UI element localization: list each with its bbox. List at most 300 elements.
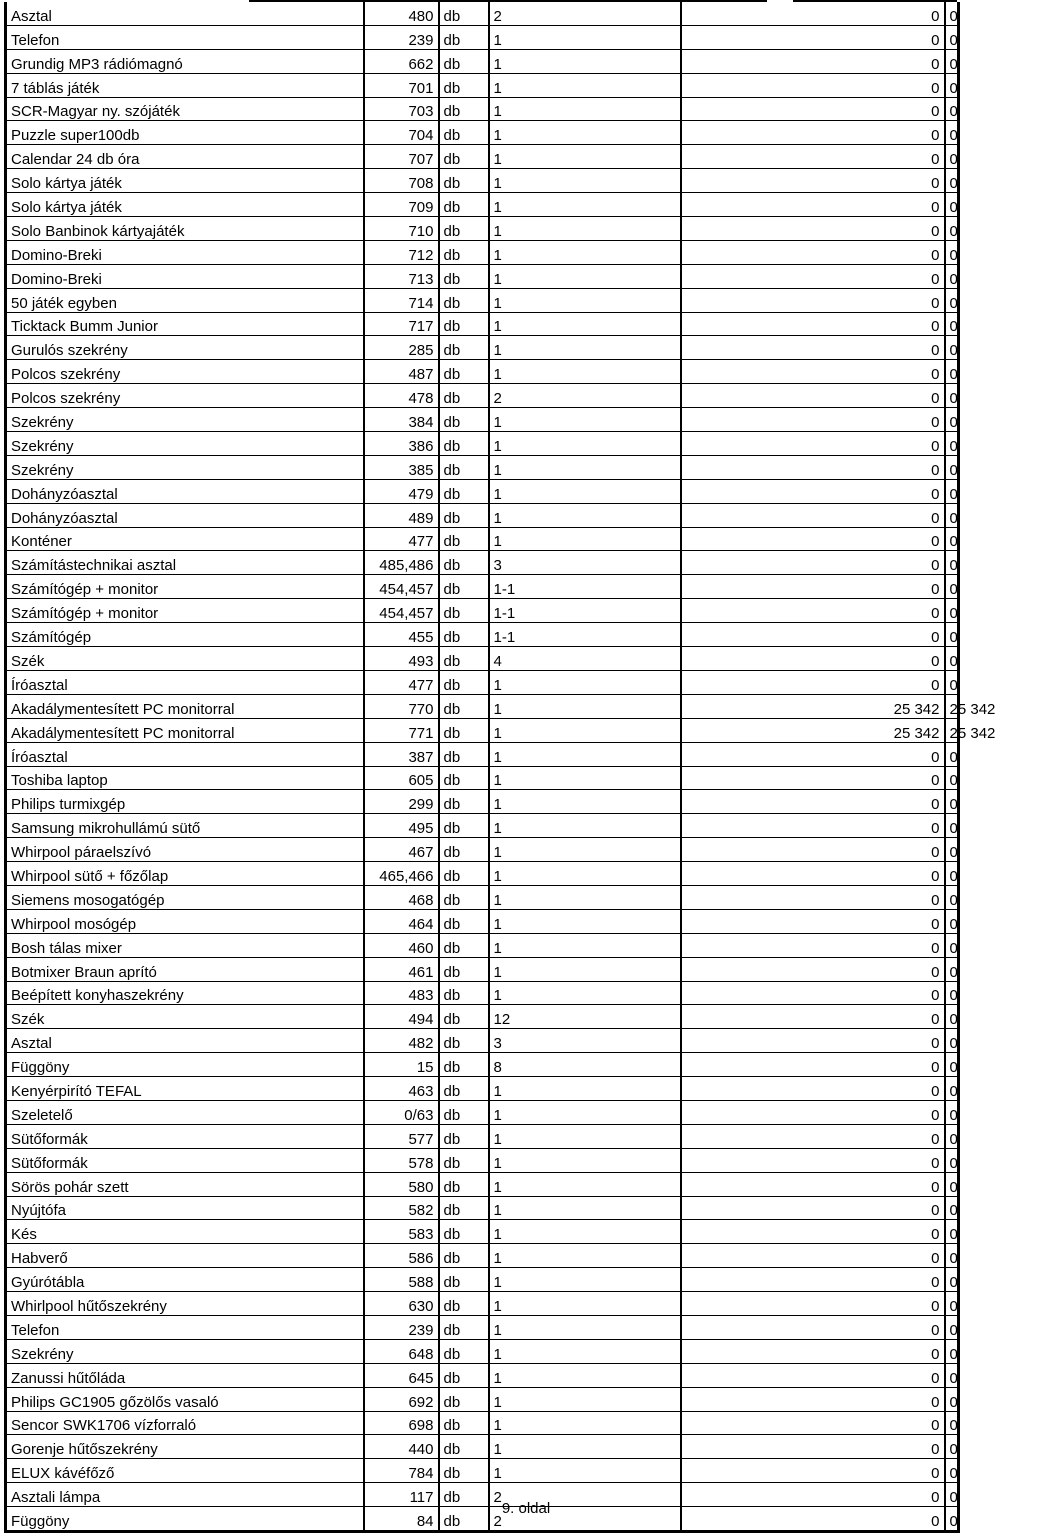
total-value-cell: 0 bbox=[945, 1148, 959, 1172]
quantity-cell: 1 bbox=[489, 73, 681, 97]
value-cell: 0 bbox=[681, 479, 945, 503]
inventory-code-cell: 239 bbox=[364, 1315, 439, 1339]
quantity-cell: 1 bbox=[489, 790, 681, 814]
total-value-cell: 0 bbox=[945, 503, 959, 527]
quantity-cell: 1 bbox=[489, 742, 681, 766]
inventory-code-cell: 387 bbox=[364, 742, 439, 766]
inventory-code-cell: 712 bbox=[364, 240, 439, 264]
table-row bbox=[6, 742, 959, 766]
unit-cell: db bbox=[439, 384, 489, 408]
inventory-code-cell: 692 bbox=[364, 1387, 439, 1411]
value-cell: 0 bbox=[681, 73, 945, 97]
item-name-cell: Solo Banbinok kártyajáték bbox=[6, 217, 364, 241]
table-row bbox=[6, 264, 959, 288]
item-name-cell: Whirpool mosógép bbox=[6, 909, 364, 933]
inventory-code-cell: 485,486 bbox=[364, 551, 439, 575]
value-cell: 0 bbox=[681, 981, 945, 1005]
inventory-code-cell: 578 bbox=[364, 1148, 439, 1172]
inventory-code-cell: 468 bbox=[364, 885, 439, 909]
unit-cell: db bbox=[439, 1292, 489, 1316]
value-cell: 0 bbox=[681, 885, 945, 909]
item-name-cell: Konténer bbox=[6, 527, 364, 551]
unit-cell: db bbox=[439, 527, 489, 551]
item-name-cell: Philips turmixgép bbox=[6, 790, 364, 814]
quantity-cell: 1 bbox=[489, 1124, 681, 1148]
value-cell: 0 bbox=[681, 217, 945, 241]
quantity-cell: 1-1 bbox=[489, 623, 681, 647]
table-row bbox=[6, 312, 959, 336]
quantity-cell: 2 bbox=[489, 384, 681, 408]
unit-cell: db bbox=[439, 1100, 489, 1124]
value-cell: 0 bbox=[681, 1483, 945, 1507]
inventory-code-cell: 478 bbox=[364, 384, 439, 408]
total-value-cell: 0 bbox=[945, 599, 959, 623]
unit-cell: db bbox=[439, 551, 489, 575]
table-row bbox=[6, 1363, 959, 1387]
total-value-cell: 0 bbox=[945, 1005, 959, 1029]
item-name-cell: Sörös pohár szett bbox=[6, 1172, 364, 1196]
item-name-cell: Whirlpool hűtőszekrény bbox=[6, 1292, 364, 1316]
table-row bbox=[6, 121, 959, 145]
unit-cell: db bbox=[439, 981, 489, 1005]
unit-cell: db bbox=[439, 766, 489, 790]
item-name-cell: Polcos szekrény bbox=[6, 384, 364, 408]
total-value-cell: 0 bbox=[945, 264, 959, 288]
inventory-code-cell: 580 bbox=[364, 1172, 439, 1196]
unit-cell: db bbox=[439, 1411, 489, 1435]
unit-cell: db bbox=[439, 1053, 489, 1077]
value-cell: 0 bbox=[681, 1387, 945, 1411]
value-cell: 0 bbox=[681, 862, 945, 886]
table-row bbox=[6, 1459, 959, 1483]
total-value-cell: 0 bbox=[945, 527, 959, 551]
value-cell: 0 bbox=[681, 240, 945, 264]
table-row bbox=[6, 240, 959, 264]
total-value-cell: 0 bbox=[945, 623, 959, 647]
total-value-cell: 0 bbox=[945, 1435, 959, 1459]
total-value-cell: 0 bbox=[945, 240, 959, 264]
item-name-cell: Szék bbox=[6, 1005, 364, 1029]
inventory-code-cell: 707 bbox=[364, 145, 439, 169]
value-cell: 0 bbox=[681, 360, 945, 384]
quantity-cell: 1 bbox=[489, 1459, 681, 1483]
value-cell: 0 bbox=[681, 121, 945, 145]
value-cell: 0 bbox=[681, 1124, 945, 1148]
item-name-cell: Solo kártya játék bbox=[6, 193, 364, 217]
unit-cell: db bbox=[439, 885, 489, 909]
quantity-cell: 1 bbox=[489, 933, 681, 957]
inventory-code-cell: 479 bbox=[364, 479, 439, 503]
table-row bbox=[6, 217, 959, 241]
unit-cell: db bbox=[439, 1220, 489, 1244]
inventory-code-cell: 586 bbox=[364, 1244, 439, 1268]
table-row bbox=[6, 1435, 959, 1459]
inventory-code-cell: 605 bbox=[364, 766, 439, 790]
item-name-cell: 7 táblás játék bbox=[6, 73, 364, 97]
total-value-cell: 0 bbox=[945, 862, 959, 886]
unit-cell: db bbox=[439, 288, 489, 312]
total-value-cell: 0 bbox=[945, 1339, 959, 1363]
quantity-cell: 1 bbox=[489, 312, 681, 336]
inventory-code-cell: 701 bbox=[364, 73, 439, 97]
value-cell: 25 342 bbox=[681, 718, 945, 742]
quantity-cell: 1 bbox=[489, 1148, 681, 1172]
item-name-cell: ELUX kávéfőző bbox=[6, 1459, 364, 1483]
total-value-cell: 0 bbox=[945, 2, 959, 25]
inventory-code-cell: 708 bbox=[364, 169, 439, 193]
table-row bbox=[6, 1220, 959, 1244]
value-cell: 0 bbox=[681, 1435, 945, 1459]
item-name-cell: Sütőformák bbox=[6, 1124, 364, 1148]
value-cell: 0 bbox=[681, 766, 945, 790]
inventory-sheet bbox=[4, 2, 996, 1533]
total-value-cell: 0 bbox=[945, 1029, 959, 1053]
table-row bbox=[6, 1315, 959, 1339]
total-value-cell: 0 bbox=[945, 1053, 959, 1077]
item-name-cell: Domino-Breki bbox=[6, 240, 364, 264]
total-value-cell: 0 bbox=[945, 1483, 959, 1507]
quantity-cell: 1 bbox=[489, 503, 681, 527]
item-name-cell: Gurulós szekrény bbox=[6, 336, 364, 360]
total-value-cell: 0 bbox=[945, 217, 959, 241]
unit-cell: db bbox=[439, 1339, 489, 1363]
table-row bbox=[6, 432, 959, 456]
total-value-cell: 0 bbox=[945, 1124, 959, 1148]
quantity-cell: 1 bbox=[489, 1196, 681, 1220]
total-value-cell: 0 bbox=[945, 432, 959, 456]
total-value-cell: 0 bbox=[945, 121, 959, 145]
inventory-code-cell: 630 bbox=[364, 1292, 439, 1316]
unit-cell: db bbox=[439, 957, 489, 981]
total-value-cell: 0 bbox=[945, 1244, 959, 1268]
unit-cell: db bbox=[439, 336, 489, 360]
item-name-cell: Solo kártya játék bbox=[6, 169, 364, 193]
value-cell: 0 bbox=[681, 599, 945, 623]
quantity-cell: 8 bbox=[489, 1053, 681, 1077]
quantity-cell: 1 bbox=[489, 193, 681, 217]
value-cell: 0 bbox=[681, 25, 945, 49]
table-row bbox=[6, 647, 959, 671]
unit-cell: db bbox=[439, 25, 489, 49]
item-name-cell: Számítógép bbox=[6, 623, 364, 647]
total-value-cell: 0 bbox=[945, 336, 959, 360]
quantity-cell: 1 bbox=[489, 97, 681, 121]
unit-cell: db bbox=[439, 145, 489, 169]
unit-cell: db bbox=[439, 1459, 489, 1483]
value-cell: 0 bbox=[681, 432, 945, 456]
value-cell: 0 bbox=[681, 145, 945, 169]
table-row bbox=[6, 1053, 959, 1077]
quantity-cell: 1 bbox=[489, 169, 681, 193]
quantity-cell: 1 bbox=[489, 909, 681, 933]
inventory-code-cell: 440 bbox=[364, 1435, 439, 1459]
value-cell: 0 bbox=[681, 1411, 945, 1435]
unit-cell: db bbox=[439, 360, 489, 384]
quantity-cell: 1 bbox=[489, 217, 681, 241]
inventory-code-cell: 710 bbox=[364, 217, 439, 241]
total-value-cell: 25 342 bbox=[945, 694, 959, 718]
inventory-code-cell: 460 bbox=[364, 933, 439, 957]
item-name-cell: Függöny bbox=[6, 1507, 364, 1532]
inventory-code-cell: 493 bbox=[364, 647, 439, 671]
unit-cell: db bbox=[439, 1244, 489, 1268]
item-name-cell: Akadálymentesített PC monitorral bbox=[6, 694, 364, 718]
total-value-cell: 0 bbox=[945, 1077, 959, 1101]
unit-cell: db bbox=[439, 312, 489, 336]
quantity-cell: 1 bbox=[489, 862, 681, 886]
quantity-cell: 1 bbox=[489, 1268, 681, 1292]
quantity-cell: 1 bbox=[489, 838, 681, 862]
unit-cell: db bbox=[439, 1077, 489, 1101]
unit-cell: db bbox=[439, 432, 489, 456]
inventory-code-cell: 465,466 bbox=[364, 862, 439, 886]
unit-cell: db bbox=[439, 862, 489, 886]
item-name-cell: Kés bbox=[6, 1220, 364, 1244]
unit-cell: db bbox=[439, 479, 489, 503]
inventory-code-cell: 703 bbox=[364, 97, 439, 121]
inventory-table bbox=[4, 2, 996, 1533]
table-row bbox=[6, 814, 959, 838]
inventory-code-cell: 487 bbox=[364, 360, 439, 384]
total-value-cell: 0 bbox=[945, 288, 959, 312]
table-row bbox=[6, 981, 959, 1005]
unit-cell: db bbox=[439, 838, 489, 862]
inventory-code-cell: 495 bbox=[364, 814, 439, 838]
total-value-cell: 0 bbox=[945, 1459, 959, 1483]
unit-cell: db bbox=[439, 217, 489, 241]
inventory-code-cell: 477 bbox=[364, 527, 439, 551]
table-row bbox=[6, 1005, 959, 1029]
table-row bbox=[6, 336, 959, 360]
item-name-cell: Szekrény bbox=[6, 408, 364, 432]
inventory-code-cell: 717 bbox=[364, 312, 439, 336]
total-value-cell: 0 bbox=[945, 647, 959, 671]
inventory-code-cell: 454,457 bbox=[364, 575, 439, 599]
value-cell: 0 bbox=[681, 647, 945, 671]
value-cell: 0 bbox=[681, 838, 945, 862]
total-value-cell: 0 bbox=[945, 1172, 959, 1196]
unit-cell: db bbox=[439, 623, 489, 647]
inventory-code-cell: 770 bbox=[364, 694, 439, 718]
unit-cell: db bbox=[439, 2, 489, 25]
value-cell: 0 bbox=[681, 1507, 945, 1532]
total-value-cell: 25 342 bbox=[945, 718, 959, 742]
quantity-cell: 1 bbox=[489, 814, 681, 838]
unit-cell: db bbox=[439, 1124, 489, 1148]
total-value-cell: 0 bbox=[945, 193, 959, 217]
inventory-code-cell: 299 bbox=[364, 790, 439, 814]
unit-cell: db bbox=[439, 408, 489, 432]
item-name-cell: Zanussi hűtőláda bbox=[6, 1363, 364, 1387]
value-cell: 0 bbox=[681, 527, 945, 551]
inventory-code-cell: 494 bbox=[364, 1005, 439, 1029]
value-cell: 0 bbox=[681, 193, 945, 217]
item-name-cell: Szekrény bbox=[6, 455, 364, 479]
item-name-cell: 50 játék egyben bbox=[6, 288, 364, 312]
unit-cell: db bbox=[439, 814, 489, 838]
inventory-code-cell: 483 bbox=[364, 981, 439, 1005]
inventory-code-cell: 15 bbox=[364, 1053, 439, 1077]
unit-cell: db bbox=[439, 1363, 489, 1387]
table-row bbox=[6, 2, 959, 25]
unit-cell: db bbox=[439, 718, 489, 742]
value-cell: 0 bbox=[681, 1459, 945, 1483]
item-name-cell: Domino-Breki bbox=[6, 264, 364, 288]
quantity-cell: 1 bbox=[489, 408, 681, 432]
total-value-cell: 0 bbox=[945, 49, 959, 73]
total-value-cell: 0 bbox=[945, 909, 959, 933]
value-cell: 0 bbox=[681, 814, 945, 838]
inventory-code-cell: 384 bbox=[364, 408, 439, 432]
unit-cell: db bbox=[439, 1315, 489, 1339]
quantity-cell: 1 bbox=[489, 432, 681, 456]
quantity-cell: 1 bbox=[489, 527, 681, 551]
item-name-cell: Calendar 24 db óra bbox=[6, 145, 364, 169]
quantity-cell: 1 bbox=[489, 1411, 681, 1435]
unit-cell: db bbox=[439, 49, 489, 73]
item-name-cell: Számítástechnikai asztal bbox=[6, 551, 364, 575]
inventory-code-cell: 784 bbox=[364, 1459, 439, 1483]
inventory-code-cell: 84 bbox=[364, 1507, 439, 1532]
quantity-cell: 1 bbox=[489, 264, 681, 288]
total-value-cell: 0 bbox=[945, 169, 959, 193]
value-cell: 0 bbox=[681, 742, 945, 766]
total-value-cell: 0 bbox=[945, 408, 959, 432]
quantity-cell: 1 bbox=[489, 981, 681, 1005]
value-cell: 0 bbox=[681, 1148, 945, 1172]
value-cell: 0 bbox=[681, 264, 945, 288]
unit-cell: db bbox=[439, 742, 489, 766]
item-name-cell: Íróasztal bbox=[6, 670, 364, 694]
inventory-code-cell: 698 bbox=[364, 1411, 439, 1435]
value-cell: 0 bbox=[681, 1077, 945, 1101]
total-value-cell: 0 bbox=[945, 551, 959, 575]
unit-cell: db bbox=[439, 1029, 489, 1053]
item-name-cell: Dohányzóasztal bbox=[6, 503, 364, 527]
value-cell: 0 bbox=[681, 384, 945, 408]
inventory-rows bbox=[6, 2, 996, 1532]
inventory-code-cell: 582 bbox=[364, 1196, 439, 1220]
quantity-cell: 2 bbox=[489, 1507, 681, 1532]
total-value-cell: 0 bbox=[945, 1196, 959, 1220]
value-cell: 0 bbox=[681, 455, 945, 479]
item-name-cell: Whirpool páraelszívó bbox=[6, 838, 364, 862]
inventory-code-cell: 704 bbox=[364, 121, 439, 145]
quantity-cell: 1 bbox=[489, 957, 681, 981]
table-row bbox=[6, 670, 959, 694]
unit-cell: db bbox=[439, 73, 489, 97]
value-cell: 0 bbox=[681, 551, 945, 575]
inventory-code-cell: 467 bbox=[364, 838, 439, 862]
item-name-cell: Kenyérpirító TEFAL bbox=[6, 1077, 364, 1101]
item-name-cell: Habverő bbox=[6, 1244, 364, 1268]
inventory-code-cell: 463 bbox=[364, 1077, 439, 1101]
total-value-cell: 0 bbox=[945, 814, 959, 838]
quantity-cell: 1 bbox=[489, 694, 681, 718]
quantity-cell: 1 bbox=[489, 718, 681, 742]
inventory-code-cell: 709 bbox=[364, 193, 439, 217]
total-value-cell: 0 bbox=[945, 25, 959, 49]
unit-cell: db bbox=[439, 1268, 489, 1292]
table-row bbox=[6, 599, 959, 623]
quantity-cell: 4 bbox=[489, 647, 681, 671]
total-value-cell: 0 bbox=[945, 455, 959, 479]
inventory-code-cell: 489 bbox=[364, 503, 439, 527]
item-name-cell: Beépített konyhaszekrény bbox=[6, 981, 364, 1005]
inventory-code-cell: 648 bbox=[364, 1339, 439, 1363]
value-cell: 0 bbox=[681, 1220, 945, 1244]
value-cell: 25 342 bbox=[681, 694, 945, 718]
quantity-cell: 1-1 bbox=[489, 575, 681, 599]
quantity-cell: 1 bbox=[489, 1244, 681, 1268]
total-value-cell: 0 bbox=[945, 97, 959, 121]
item-name-cell: Whirpool sütő + főzőlap bbox=[6, 862, 364, 886]
table-row bbox=[6, 169, 959, 193]
quantity-cell: 3 bbox=[489, 551, 681, 575]
quantity-cell: 1 bbox=[489, 455, 681, 479]
item-name-cell: Puzzle super100db bbox=[6, 121, 364, 145]
value-cell: 0 bbox=[681, 909, 945, 933]
item-name-cell: Akadálymentesített PC monitorral bbox=[6, 718, 364, 742]
quantity-cell: 1 bbox=[489, 1220, 681, 1244]
item-name-cell: Szeletelő bbox=[6, 1100, 364, 1124]
item-name-cell: Telefon bbox=[6, 1315, 364, 1339]
total-value-cell: 0 bbox=[945, 1220, 959, 1244]
total-value-cell: 0 bbox=[945, 838, 959, 862]
item-name-cell: Szék bbox=[6, 647, 364, 671]
quantity-cell: 1 bbox=[489, 25, 681, 49]
item-name-cell: Íróasztal bbox=[6, 742, 364, 766]
quantity-cell: 1 bbox=[489, 1292, 681, 1316]
value-cell: 0 bbox=[681, 623, 945, 647]
item-name-cell: Grundig MP3 rádiómagnó bbox=[6, 49, 364, 73]
item-name-cell: Sencor SWK1706 vízforraló bbox=[6, 1411, 364, 1435]
value-cell: 0 bbox=[681, 957, 945, 981]
table-row bbox=[6, 408, 959, 432]
inventory-code-cell: 482 bbox=[364, 1029, 439, 1053]
table-row bbox=[6, 1148, 959, 1172]
unit-cell: db bbox=[439, 1196, 489, 1220]
quantity-cell: 2 bbox=[489, 2, 681, 25]
inventory-code-cell: 385 bbox=[364, 455, 439, 479]
item-name-cell: Nyújtófa bbox=[6, 1196, 364, 1220]
value-cell: 0 bbox=[681, 1005, 945, 1029]
inventory-code-cell: 477 bbox=[364, 670, 439, 694]
total-value-cell: 0 bbox=[945, 1268, 959, 1292]
inventory-code-cell: 480 bbox=[364, 2, 439, 25]
table-row bbox=[6, 479, 959, 503]
table-row bbox=[6, 288, 959, 312]
value-cell: 0 bbox=[681, 1363, 945, 1387]
item-name-cell: Ticktack Bumm Junior bbox=[6, 312, 364, 336]
table-row bbox=[6, 1411, 959, 1435]
item-name-cell: Függöny bbox=[6, 1053, 364, 1077]
unit-cell: db bbox=[439, 670, 489, 694]
quantity-cell: 1 bbox=[489, 885, 681, 909]
value-cell: 0 bbox=[681, 933, 945, 957]
unit-cell: db bbox=[439, 264, 489, 288]
total-value-cell: 0 bbox=[945, 1387, 959, 1411]
table-row bbox=[6, 97, 959, 121]
unit-cell: db bbox=[439, 121, 489, 145]
table-row bbox=[6, 1387, 959, 1411]
table-row bbox=[6, 25, 959, 49]
inventory-code-cell: 285 bbox=[364, 336, 439, 360]
value-cell: 0 bbox=[681, 1315, 945, 1339]
value-cell: 0 bbox=[681, 169, 945, 193]
value-cell: 0 bbox=[681, 1029, 945, 1053]
value-cell: 0 bbox=[681, 49, 945, 73]
